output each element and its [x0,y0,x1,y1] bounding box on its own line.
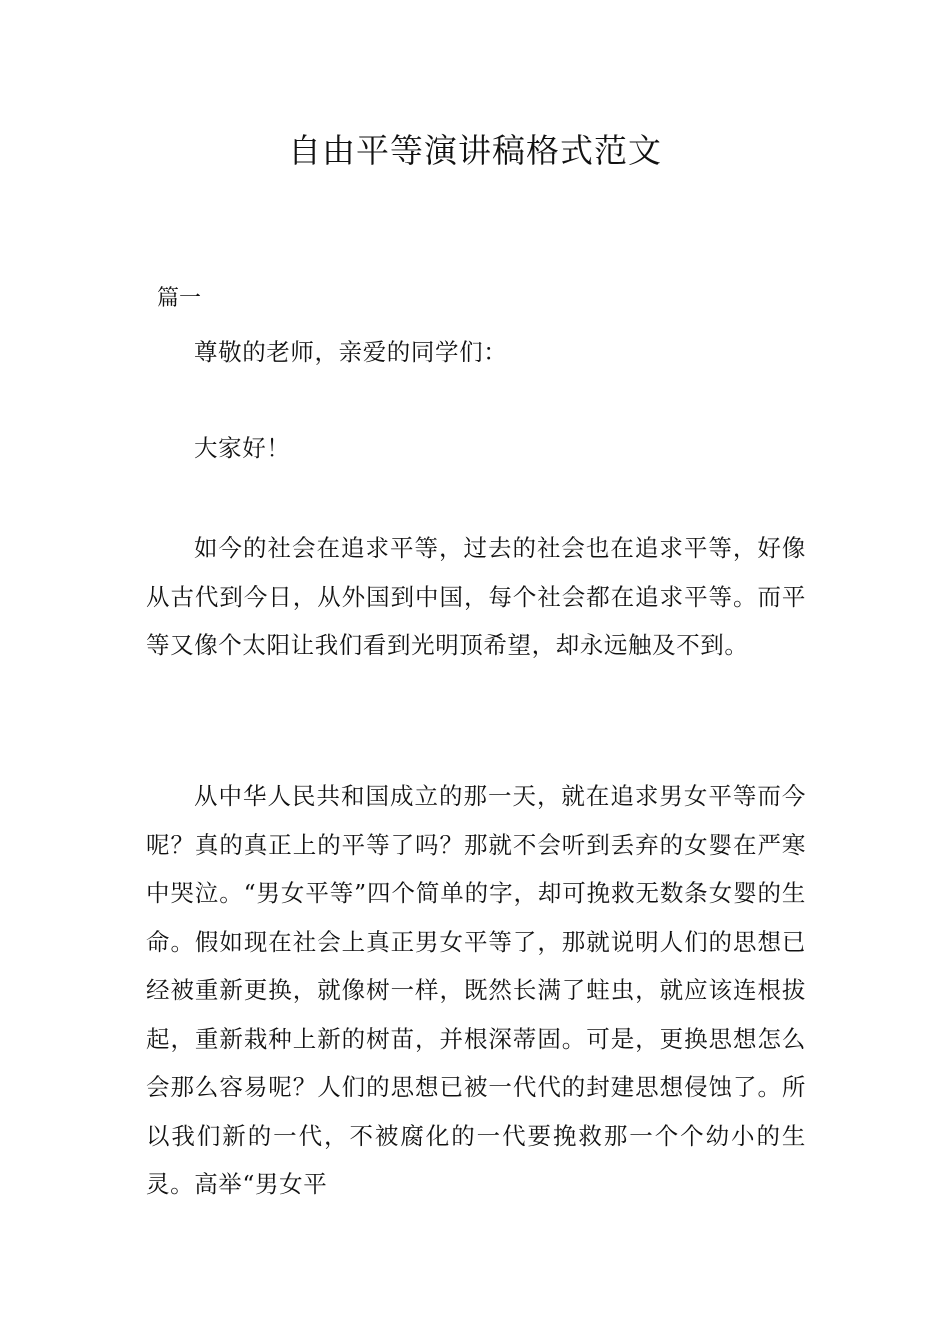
salutation-text: 尊敬的老师，亲爱的同学们： [194,338,508,366]
paragraph-1: 如今的社会在追求平等，过去的社会也在追求平等，好像从古代到今日，从外国到中国，每个社会都在追求平等。而平等又像个太阳让我们看到光明顶希望，却永远触及不到。 [146,534,806,659]
section-label: 篇一 [157,286,202,311]
greeting-text: 大家好！ [194,434,291,462]
paragraph-2: 从中华人民共和国成立的那一天，就在追求男女平等而今呢？真的真正上的平等了吗？那就不会听到丢弃的女婴在严寒中哭泣。“男女平等”四个简单的字，却可挽救无数条女婴的生命。假如现在社会上真正男女平等了，那就说明人们的思想已经被重新更换，就像树一样，既然长满了蛀虫，就应该连根拔起，重新栽种上新的树苗，并根深蒂固。可是，更换思想怎么会那么容易呢？人们的思想已被一代代的封建思想侵蚀了。所以我们新的一代，不被腐化的一代要挽救那一个个幼小的生灵。高举“男女平 [146,782,806,1198]
document-title: 自由平等演讲稿格式范文 [288,131,662,170]
